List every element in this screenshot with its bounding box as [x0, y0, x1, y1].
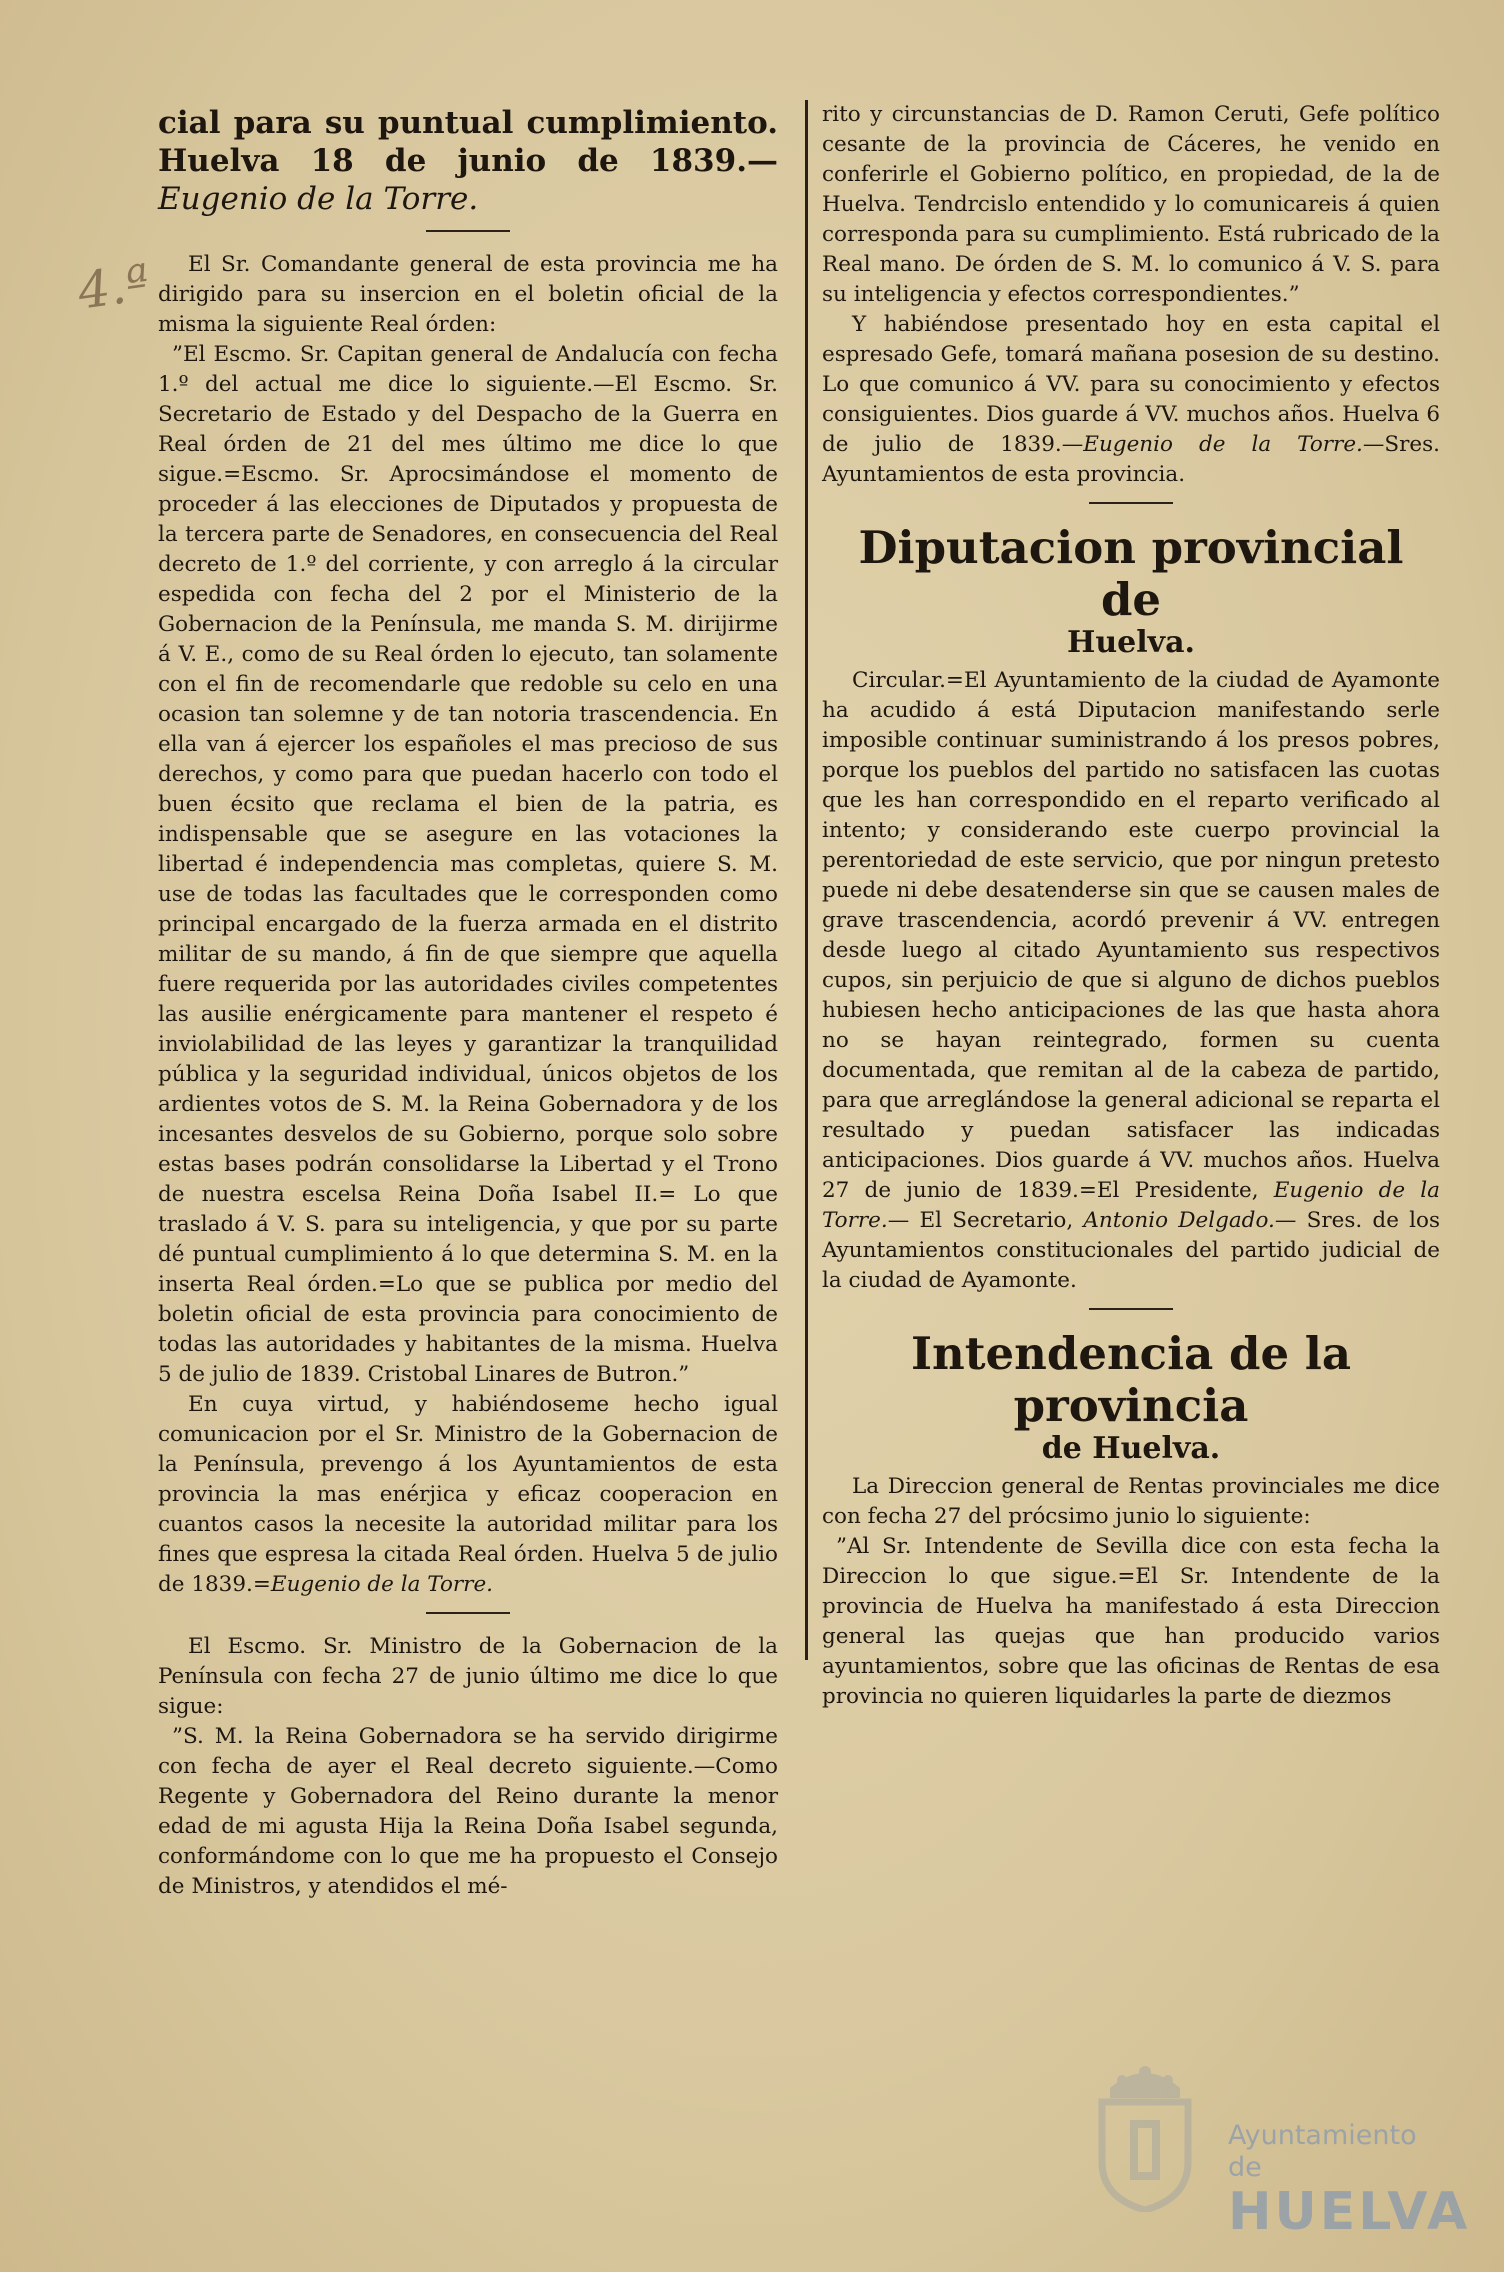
coat-of-arms-seal-icon — [1092, 2058, 1198, 2212]
right-paragraph-5: ”Al Sr. Intendente de Sevilla dice con esta fecha la Direccion lo que sigue.=El Sr. Intendente de la provincia de Huelva ha manifestado á esta Direccion general las quejas que han producido varios ayuntamientos, sobre que las oficinas de Rentas de esa provincia no quieren liquidarles la parte de diezmos — [822, 1534, 1440, 1709]
right-paragraph-2-text: Y habiéndose presentado hoy en esta capital el espresado Gefe, tomará mañana posesion de su destino. Lo que comunico á VV. para su conocimiento y efectos consiguientes. Dios guarde á VV. muchos años. Huelva 6 de julio de 1839.— — [822, 312, 1440, 457]
watermark-line-2: HUELVA — [1228, 2182, 1471, 2242]
left-paragraph-1: El Sr. Comandante general de esta provincia me ha dirigido para su insercion en el boletin oficial de la misma la siguiente Real órden: — [158, 252, 778, 337]
president-signature: Eugenio de la Torre. — [822, 1178, 1440, 1233]
left-column — [158, 104, 778, 1902]
secretary-signature: Antonio Delgado. — [1083, 1208, 1275, 1233]
right-paragraph-1: rito y circunstancias de D. Ramon Ceruti, Gefe político cesante de la provincia de Cáceres, he venido en conferirle el Gobierno político, en propiedad, de la de Huelva. Tendrcislo entendido y lo comunicareis á quien corresponda para su cumplimiento. Está rubricado de la Real mano. De órden de S. M. lo comunico á V. S. para su inteligencia y efectos correspondientes.” — [822, 102, 1440, 307]
left-paragraph-5: ”S. M. la Reina Gobernadora se ha servido dirigirme con fecha de ayer el Real decreto siguiente.—Como Regente y Gobernadora del Reino durante la menor edad de mi agusta Hija la Reina Doña Isabel segunda, conformándome con lo que me ha propuesto el Consejo de Ministros, y atendidos el mé- — [158, 1724, 778, 1899]
handwritten-page-number: 4.ª — [74, 253, 154, 321]
section-heading-intendencia: Intendencia de la provincia — [910, 1327, 1352, 1432]
left-paragraph-4: El Escmo. Sr. Ministro de la Gobernacion de la Península con fecha 27 de junio último me dice lo que sigue: — [158, 1634, 778, 1719]
section-divider — [1089, 502, 1173, 504]
column-rule — [805, 100, 808, 1660]
left-paragraph-3-text: En cuya virtud, y habiéndoseme hecho igual comunicacion por el Sr. Ministro de la Gobernacion de la Península, prevengo á los Ayuntamientos de esta provincia la mas enérjica y eficaz cooperacion en cuantos casos la necesite la autoridad militar para los fines que espresa la citada Real órden. Huelva 5 de julio de 1839.= — [158, 1392, 778, 1597]
right-paragraph-2 — [822, 310, 1440, 490]
section-divider — [426, 230, 510, 232]
watermark-line-1: Ayuntamiento de — [1228, 2120, 1417, 2183]
left-lead-signature: Eugenio de la Torre. — [158, 181, 479, 217]
circular-text: Circular.=El Ayuntamiento de la ciudad de Ayamonte ha acudido á está Diputacion manifestando serle imposible continuar suministrando á los presos pobres, porque los pueblos del partido no satisfacen las cuotas que les han correspondido en el reparto verificado al intento; y considerando este cuerpo provincial la perentoriedad de este servicio, que por ningun pretesto puede ni debe desatenderse sin que se causen males de grave trascendencia, acordó prevenir á VV. entregen desde luego al citado Ayuntamiento sus respectivos cupos, sin perjuicio de que si alguno de dichos pueblos hubiesen hecho anticipaciones de las que hasta ahora no se hayan reintegrado, formen su cuenta documentada, que remitan al de la cabeza de partido, para que arreglándose la general adicional se reparta el resultado y puedan satisfacer las indicadas anticipaciones. Dios guarde á VV. muchos años. Huelva 27 de junio de 1839.=El Presidente, — [822, 668, 1440, 1203]
right-paragraph-2-tail: —Sres. Ayuntamientos de esta provincia. — [822, 432, 1440, 487]
secretary-label: — El Secretario, — [887, 1208, 1074, 1233]
section-subheading-huelva: Huelva. — [1067, 625, 1195, 660]
right-paragraph-3 — [822, 666, 1440, 1296]
section-divider — [1089, 1308, 1173, 1310]
section-divider — [426, 1612, 510, 1614]
right-paragraph-4: La Direccion general de Rentas provinciales me dice con fecha 27 del prócsimo junio lo siguiente: — [822, 1474, 1440, 1529]
section-heading-diputacion: Diputacion provincial de — [858, 521, 1404, 626]
ayuntamiento-watermark — [1228, 2120, 1471, 2242]
left-paragraph-3 — [158, 1390, 778, 1600]
left-paragraph-3-signature: Eugenio de la Torre. — [270, 1572, 493, 1597]
left-lead-text: cial para su puntual cumplimiento. Huelva 18 de junio de 1839.— — [158, 105, 778, 179]
section-subheading-de-huelva: de Huelva. — [1041, 1431, 1221, 1466]
left-lead — [158, 104, 778, 218]
right-paragraph-2-signature: Eugenio de la Torre. — [1083, 432, 1363, 457]
right-column — [822, 100, 1440, 1712]
circular-tail: — Sres. de los Ayuntamientos constitucionales del partido judicial de la ciudad de Ayamonte. — [822, 1208, 1440, 1293]
left-paragraph-2: ”El Escmo. Sr. Capitan general de Andalucía con fecha 1.º del actual me dice lo siguiente.—El Escmo. Sr. Secretario de Estado y del Despacho de la Guerra en Real órden de 21 del mes último me dice lo que sigue.=Escmo. Sr. Aprocsimándose el momento de proceder á las elecciones de Diputados y propuesta de la tercera parte de Senadores, en consecuencia del Real decreto de 1.º del corriente, y con arreglo á la circular espedida con fecha del 2 por el Ministerio de la Gobernacion de la Península, me manda S. M. dirijirme á V. E., como de su Real órden lo ejecuto, tan solamente con el fin de recomendarle que redoble su celo en una ocasion tan solemne y de tan notoria trascendencia. En ella van á ejercer los españoles el mas precioso de sus derechos, y como para que puedan hacerlo con todo el buen écsito que reclama el bien de la patria, es indispensable que se asegure en las votaciones la libertad é independencia mas completas, quiere S. M. use de todas las facultades que le corresponden como principal encargado de la fuerza armada en el distrito militar de su mando, á fin de que siempre que aquella fuere requerida por las autoridades civiles competentes las ausilie enérgicamente para mantener el respeto é inviolabilidad de las leyes y garantizar la tranquilidad pública y la seguridad individual, únicos objetos de los ardientes votos de S. M. la Reina Gobernadora y de los incesantes desvelos de su Gobierno, porque solo sobre estas bases podrán consolidarse la Libertad y el Trono de nuestra escelsa Reina Doña Isabel II.= Lo que traslado á V. S. para su inteligencia, y que por su parte dé puntual cumplimiento á lo que determina S. M. en la inserta Real órden.=Lo que se publica por medio del boletin oficial de esta provincia para conocimiento de todas las autoridades y habitantes de la misma. Huelva 5 de julio de 1839. Cristobal Linares de Butron.” — [158, 342, 778, 1387]
